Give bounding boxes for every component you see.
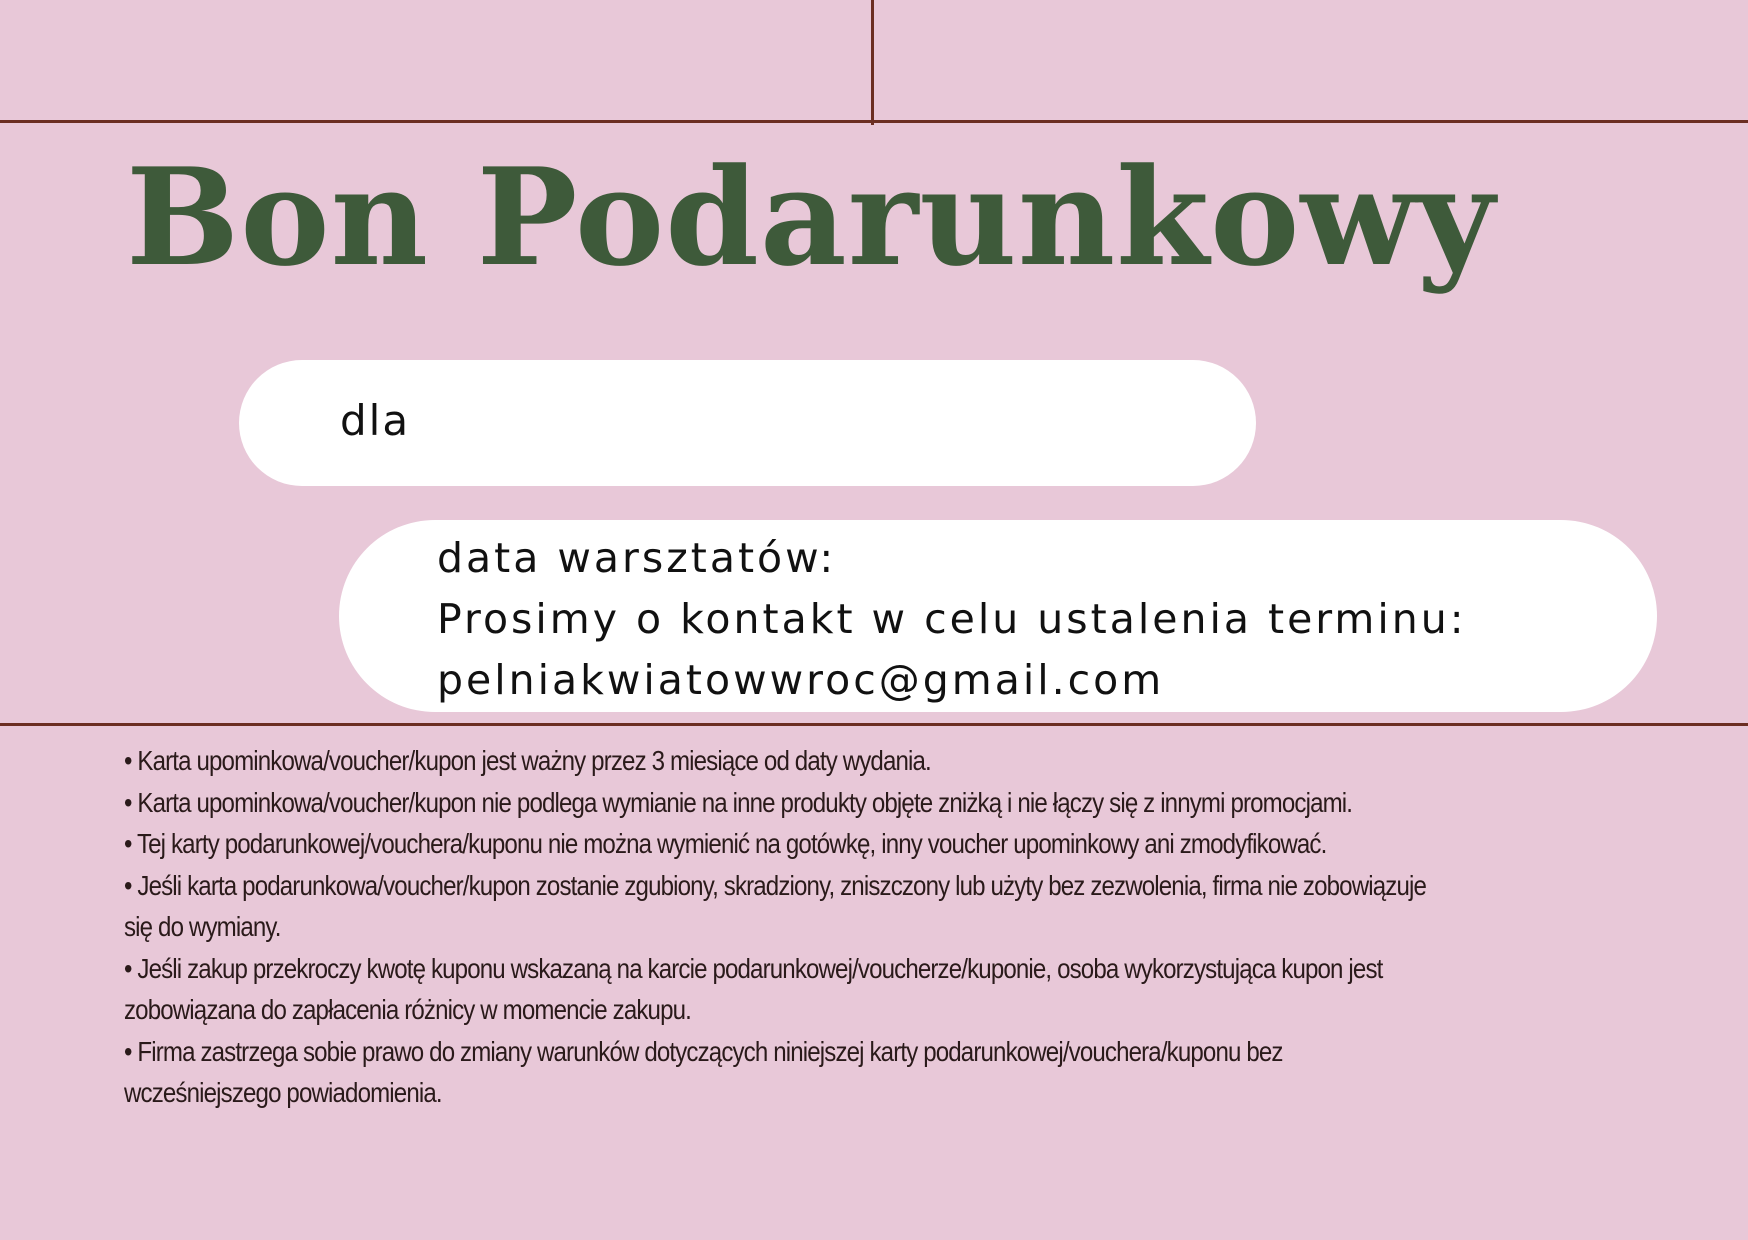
workshop-info-box (339, 520, 1657, 712)
terms-item: • Karta upominkowa/voucher/kupon jest ważny przez 3 miesiące od daty wydania. (124, 745, 931, 776)
voucher-title: Bon Podarunkowy (126, 138, 1496, 296)
terms-item: • Jeśli zakup przekroczy kwotę kuponu wskazaną na karcie podarunkowej/voucherze/kuponie, osoba wykorzystująca kupon jest zobowiązana do zapłacenia różnicy w momencie zakupu. (124, 952, 1383, 1025)
recipient-label: dla (340, 396, 411, 445)
terms-list (124, 740, 1431, 1114)
terms-item: • Jeśli karta podarunkowa/voucher/kupon zostanie zgubiony, skradziony, zniszczony lub użyty bez zezwolenia, firma nie zobowiązuje się do wymiany. (124, 869, 1426, 942)
top-divider (0, 120, 1748, 123)
terms-item: • Firma zastrzega sobie prawo do zmiany warunków dotyczących niniejszej karty podarunkowej/vouchera/kuponu bez wcześniejszego powiadomienia. (124, 1035, 1283, 1108)
terms-item: • Karta upominkowa/voucher/kupon nie podlega wymianie na inne produkty objęte zniżką i nie łączy się z innymi promocjami. (124, 786, 1353, 818)
top-vertical-divider (871, 0, 874, 125)
workshop-date-label: data warsztatów: (437, 534, 837, 582)
recipient-field (239, 360, 1256, 486)
terms-item: • Tej karty podarunkowej/vouchera/kuponu nie można wymienić na gotówkę, inny voucher upominkowy ani zmodyfikować. (124, 828, 1327, 859)
terms-divider (0, 723, 1748, 726)
contact-email: pelniakwiatowwroc@gmail.com (437, 656, 1165, 704)
contact-text: Prosimy o kontakt w celu ustalenia terminu: (437, 595, 1467, 643)
